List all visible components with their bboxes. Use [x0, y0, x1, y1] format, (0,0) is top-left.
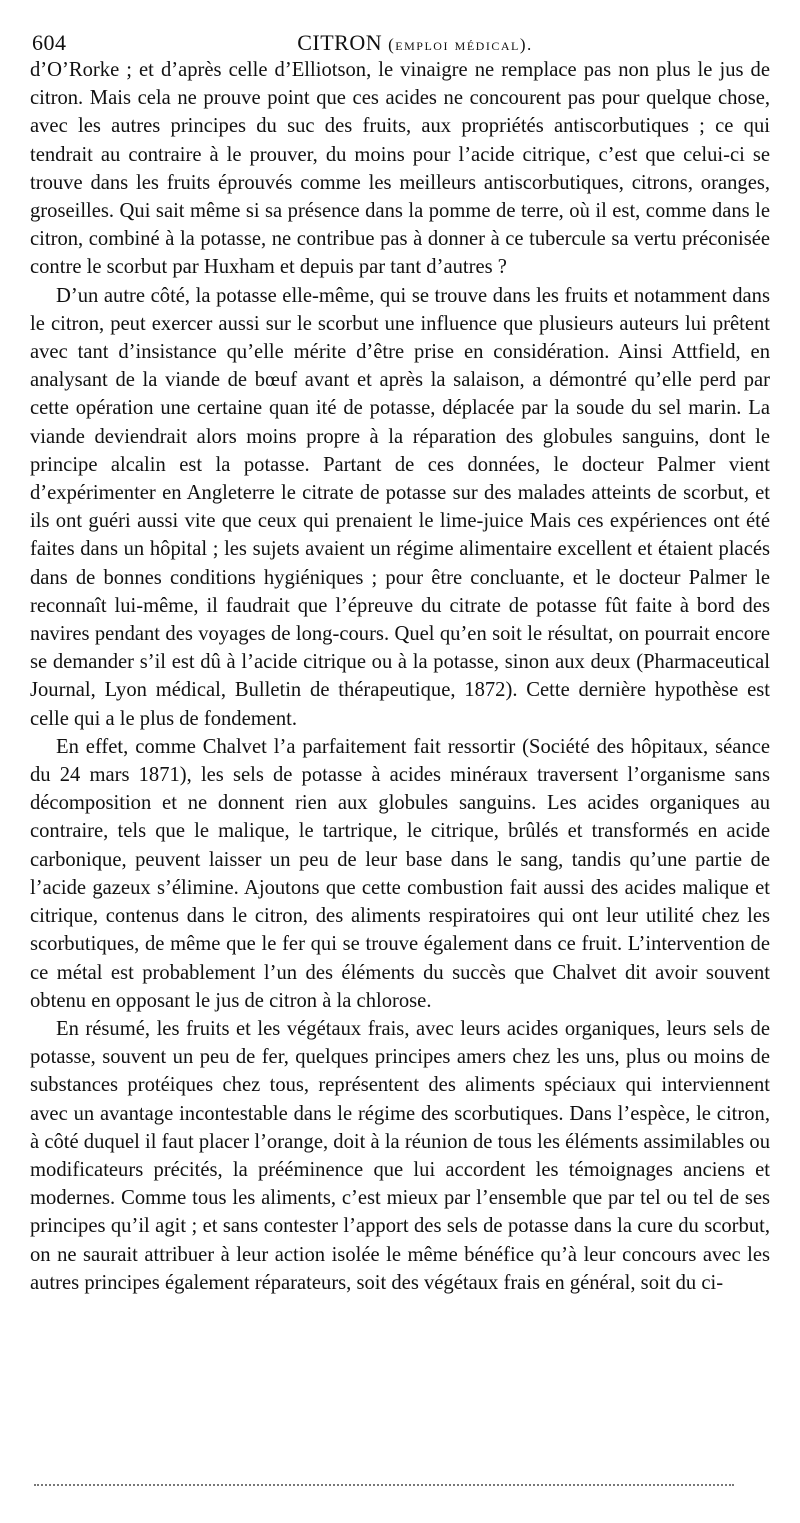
- paragraph-3: En effet, comme Chalvet l’a parfaitement fait ressortir (Société des hôpitaux, séance du 24 mars 1871), les sels de potasse à acides minéraux traversent l’organisme sans décomposition et ne donnent rien aux globules sanguins. Les acides organiques au contraire, tels que le malique, le tartrique, le citrique, brûlés et transformés en acide carbonique, peuvent laisser un peu de leur base dans le sang, tandis qu’une partie de l’acide gazeux s’élimine. Ajoutons que cette combustion fait aussi des acides malique et citrique, contenus dans le citron, des aliments respiratoires qui ont leur utilité chez les scorbutiques, de même que le fer qui se trouve également dans ce fruit. L’intervention de ce métal est probablement l’un des éléments du succès que Chalvet dit avoir souvent obtenu en opposant le jus de citron à la chlorose.: [30, 735, 770, 1012]
- running-title-main: CITRON: [297, 30, 383, 55]
- running-head: [30, 22, 770, 56]
- body-text: [30, 56, 770, 1297]
- footer-dotted-rule: [34, 1484, 734, 1486]
- running-title-sub: (emploi médical).: [388, 35, 533, 54]
- paragraph-2: D’un autre côté, la potasse elle-même, qui se trouve dans les fruits et notamment dans le citron, peut exercer aussi sur le scorbut une influence que plusieurs auteurs lui prêtent avec tant d’insistance qu’elle mérite d’être prise en considération. Ainsi Attfield, en analysant de la viande de bœuf avant et après la salaison, a démontré qu’elle perd par cette opération une certaine quan ité de potasse, déplacée par la soude du sel marin. La viande deviendrait alors moins propre à la réparation des globules sanguins, dont le principe alcalin est la potasse. Partant de ces données, le docteur Palmer vient d’expérimenter en Angleterre le citrate de potasse sur des malades atteints de scorbut, et ils ont guéri aussi vite que ceux qui prenaient le lime-juice Mais ces expériences ont été faites dans un hôpital ; les sujets avaient un régime alimentaire excellent et étaient placés dans de bonnes conditions hygiéniques ; pour être concluante, et le docteur Palmer le reconnaît lui-même, il faudrait que l’épreuve du citrate de potasse fût faite à bord des navires pendant des voyages de long-cours. Quel qu’en soit le résultat, on pourrait encore se demander s’il est dû à l’acide citrique ou à la potasse, sinon aux deux (Pharmaceutical Journal, Lyon médical, Bulletin de thérapeutique, 1872). Cette dernière hypothèse est celle qui a le plus de fondement.: [30, 284, 770, 730]
- running-title: [30, 30, 770, 56]
- paragraph-4: En résumé, les fruits et les végétaux frais, avec leurs acides organiques, leurs sels de potasse, souvent un peu de fer, quelques principes amers chez les uns, plus ou moins de substances protéiques chez tous, représentent des aliments spéciaux qui interviennent avec un avantage incontestable dans le régime des scorbutiques. Dans l’espèce, le citron, à côté duquel il faut placer l’orange, doit à la réunion de tous les éléments assimilables ou modificateurs précités, la prééminence que lui accordent les témoignages anciens et modernes. Comme tous les aliments, c’est mieux par l’ensemble que par tel ou tel de ses principes qu’il agit ; et sans contester l’apport des sels de potasse dans la cure du scorbut, on ne saurait attribuer à leur action isolée le même bénéfice qu’à leur concours avec les autres principes également réparateurs, soit des végétaux frais en général, soit du ci-: [30, 1017, 770, 1294]
- document-page: [30, 22, 770, 1297]
- page-number: 604: [32, 30, 67, 55]
- paragraph-1: d’O’Rorke ; et d’après celle d’Elliotson, le vinaigre ne remplace pas non plus le jus de citron. Mais cela ne prouve point que ces acides ne concourent pas pour quelque chose, avec les autres principes du suc des fruits, aux propriétés antiscorbutiques ; ce qui tendrait au contraire à le prouver, du moins pour l’acide citrique, c’est que celui-ci se trouve dans les fruits éprouvés comme les meilleurs antiscorbutiques, citrons, oranges, groseilles. Qui sait même si sa présence dans la pomme de terre, où il est, comme dans le citron, combiné à la potasse, ne contribue pas à donner à ce tubercule sa vertu préconisée contre le scorbut par Huxham et depuis par tant d’autres ?: [30, 59, 770, 279]
